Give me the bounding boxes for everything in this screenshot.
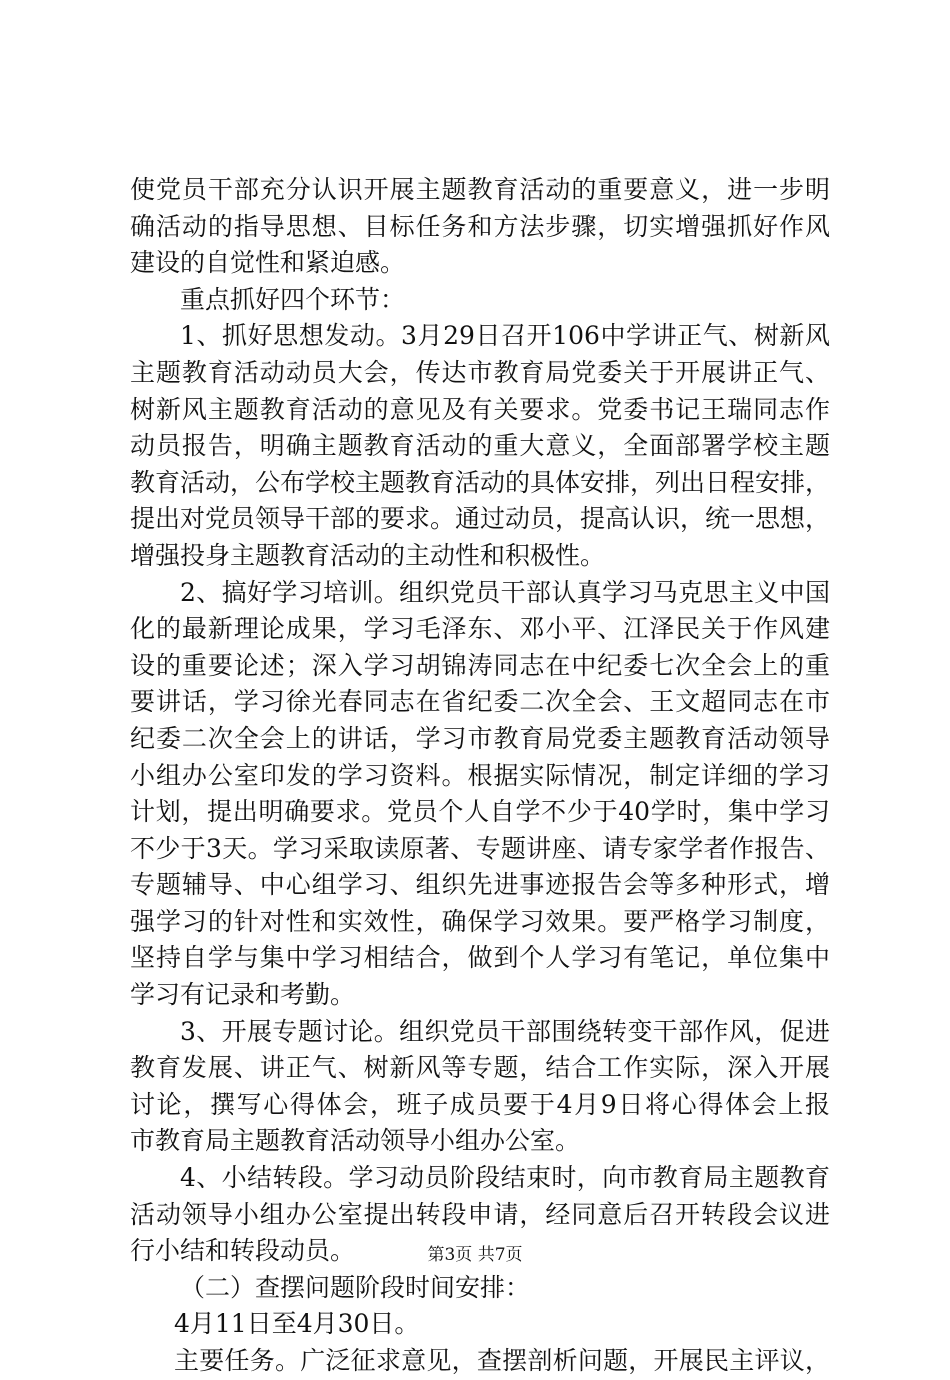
text-line: 4、小结转段。学习动员阶段结束时，向市教育局主题教育 (180, 1163, 830, 1193)
text-line: 计划，提出明确要求。党员个人自学不少于40学时，集中学习 (130, 797, 830, 827)
text-line: 专题辅导、中心组学习、组织先进事迹报告会等多种形式，增 (130, 870, 830, 900)
text-line: 不少于3天。学习采取读原著、专题讲座、请专家学者作报告、 (130, 833, 830, 863)
text-line: 强学习的针对性和实效性，确保学习效果。要严格学习制度， (130, 906, 830, 936)
text-line: 要讲话，学习徐光春同志在省纪委二次全会、王文超同志在市 (130, 687, 830, 717)
text-line: 活动领导小组办公室提出转段申请，经同意后召开转段会议进 (130, 1199, 830, 1229)
text-line: 4月11日至4月30日。 (174, 1309, 420, 1339)
text-line: 动员报告，明确主题教育活动的重大意义，全面部署学校主题 (130, 431, 830, 461)
text-line: 市教育局主题教育活动领导小组办公室。 (130, 1126, 581, 1156)
text-line: 坚持自学与集中学习相结合，做到个人学习有笔记，单位集中 (130, 943, 830, 973)
text-line: 3、开展专题讨论。组织党员干部围绕转变干部作风，促进 (180, 1016, 830, 1046)
text-line: 行小结和转段动员。 (130, 1236, 356, 1266)
document-body (130, 172, 830, 1380)
text-line: 使党员干部充分认识开展主题教育活动的重要意义，进一步明 (130, 175, 830, 204)
text-line: 小组办公室印发的学习资料。根据实际情况，制定详细的学习 (130, 760, 830, 790)
text-line: 讨论，撰写心得体会，班子成员要于4月9日将心得体会上报 (130, 1089, 830, 1119)
text-line: 树新风主题教育活动的意见及有关要求。党委书记王瑞同志作 (130, 394, 830, 424)
text-line: 主题教育活动动员大会，传达市教育局党委关于开展讲正气、 (130, 357, 830, 387)
text-line: 1、抓好思想发动。3月29日召开106中学讲正气、树新风 (180, 321, 830, 351)
text-line: 确活动的指导思想、目标任务和方法步骤，切实增强抓好作风 (130, 211, 830, 241)
text-line: （二）查摆问题阶段时间安排： (180, 1272, 531, 1302)
text-line: 教育发展、讲正气、树新风等专题，结合工作实际，深入开展 (130, 1053, 830, 1083)
text-line: 教育活动，公布学校主题教育活动的具体安排，列出日程安排， (130, 467, 831, 497)
text-line: 化的最新理论成果，学习毛泽东、邓小平、江泽民关于作风建 (130, 614, 830, 644)
text-line: 主要任务。广泛征求意见，查摆剖析问题，开展民主评议， (174, 1346, 830, 1375)
text-line: 重点抓好四个环节： (180, 284, 406, 314)
text-line: 建设的自觉性和紧迫感。 (130, 248, 406, 278)
text-line: 学习有记录和考勤。 (130, 980, 356, 1010)
page-footer: 第3页 共7页 (427, 1245, 523, 1265)
text-line: 提出对党员领导干部的要求。通过动员，提高认识，统一思想， (130, 504, 831, 534)
text-line: 增强投身主题教育活动的主动性和积极性。 (130, 540, 606, 570)
text-line: 纪委二次全会上的讲话，学习市教育局党委主题教育活动领导 (130, 723, 830, 753)
text-line: 2、搞好学习培训。组织党员干部认真学习马克思主义中国 (180, 577, 830, 607)
text-line: 设的重要论述；深入学习胡锦涛同志在中纪委七次全会上的重 (130, 650, 830, 680)
